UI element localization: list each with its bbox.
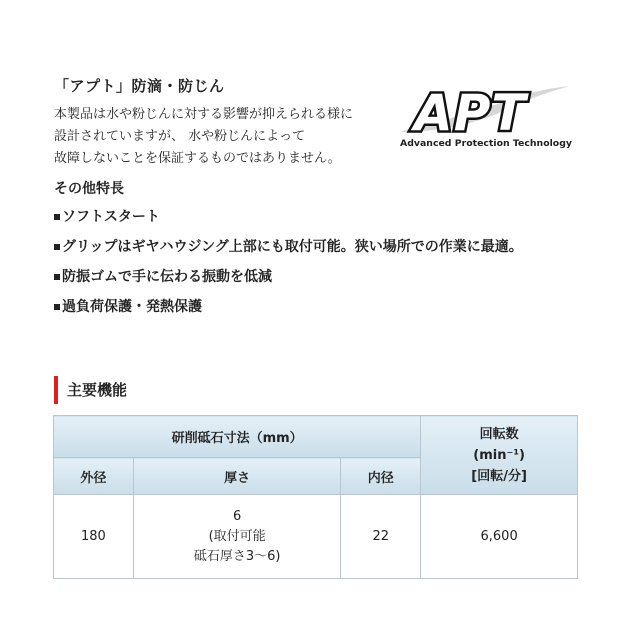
bullet-icon: [54, 214, 60, 220]
spec-heading: 主要機能: [54, 376, 127, 404]
bullet-icon: [54, 274, 60, 280]
feature-text: ソフトスタート: [62, 209, 160, 225]
thickness-line: 砥石厚さ3〜6): [193, 548, 281, 564]
thickness-value: [133, 495, 341, 579]
apt-description-line: 設計されていますが、 水や粉じんによって: [54, 129, 306, 144]
apt-logo: [398, 80, 576, 150]
wheel-size-header: 研削砥石寸法（mm）: [54, 416, 421, 458]
rpm-header-line: (min⁻¹): [473, 447, 525, 463]
bullet-icon: [54, 304, 60, 310]
apt-description-line: 故障しないことを保証するものではありません。: [54, 151, 341, 166]
bullet-icon: [54, 244, 60, 250]
rpm-header-line: [回転/分]: [471, 468, 527, 484]
rpm-header-line: 回転数: [479, 426, 519, 442]
rpm-value: 6,600: [421, 495, 578, 579]
inner-diameter-header: 内径: [341, 458, 421, 495]
apt-logo-mark: APT: [414, 84, 527, 142]
thickness-header: 厚さ: [133, 458, 341, 495]
feature-text: 過負荷保護・発熱保護: [62, 299, 202, 315]
feature-item: [54, 236, 523, 266]
feature-text: グリップはギヤハウジング上部にも取付可能。狭い場所での作業に最適。: [62, 239, 523, 255]
feature-text: 防振ゴムで手に伝わる振動を低減: [62, 269, 272, 285]
outer-diameter-header: 外径: [54, 458, 134, 495]
apt-description: [54, 104, 384, 170]
rpm-header: [421, 416, 578, 495]
outer-diameter-value: 180: [54, 495, 134, 579]
apt-title: 「アプト」防滴・防じん: [54, 77, 225, 95]
thickness-line: 6: [232, 508, 242, 524]
features-heading: その他特長: [54, 181, 124, 197]
feature-item: [54, 296, 523, 326]
apt-logo-tagline: Advanced Protection Technology: [400, 139, 573, 149]
spec-table: [53, 415, 578, 579]
feature-item: [54, 206, 523, 236]
table-row: [54, 495, 578, 579]
feature-item: [54, 266, 523, 296]
thickness-line: (取付可能: [208, 528, 266, 544]
apt-description-line: 本製品は水や粉じんに対する影響が抑えられる様に: [54, 107, 354, 122]
inner-diameter-value: 22: [341, 495, 421, 579]
features-list: [54, 206, 523, 326]
